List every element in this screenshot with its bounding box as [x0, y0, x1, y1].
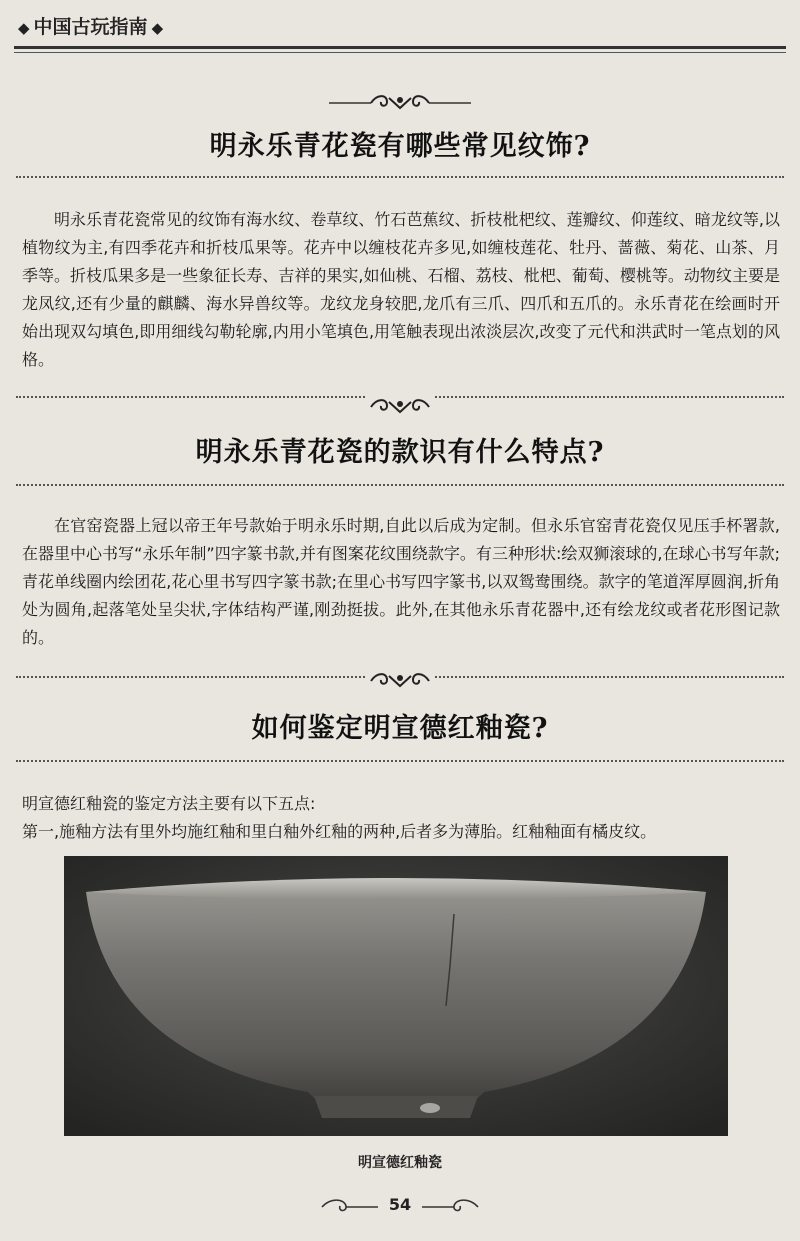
section-body: 明永乐青花瓷常见的纹饰有海水纹、卷草纹、竹石芭蕉纹、折枝枇杷纹、莲瓣纹、仰莲纹、暗龙纹等,以植物纹为主,有四季花卉和折枝瓜果等。花卉中以缠枝花卉多见,如缠枝莲花、牡丹、蔷薇、菊花、山茶、月季等。折枝瓜果多是一些象征长寿、吉祥的果实,如仙桃、石榴、荔枝、枇杷、葡萄、樱桃等。动物纹主要是龙凤纹,还有少量的麒麟、海水异兽纹等。龙纹龙身较肥,龙爪有三爪、四爪和五爪的。永乐青花在绘画时开始出现双勾填色,即用细线勾勒轮廓,内用小笔填色,用笔触表现出浓淡层次,改变了元代和洪武时一笔点划的风格。 [22, 210, 780, 369]
scroll-ornament-icon [0, 670, 800, 692]
section-body: 在官窑瓷器上冠以帝王年号款始于明永乐时期,自此以后成为定制。但永乐官窑青花瓷仅见压手杯署款,在器里中心书写“永乐年制”四字篆书款,并有图案花纹围绕款字。有三种形状:绘双狮滚球的,在球心书写年款;青花单线圈内绘团花,花心里书写四字篆书款;在里心书写四字篆书,以双鸳鸯围绕。款字的笔道浑厚圆润,折角处为圆角,起落笔处呈尖状,字体结构严谨,刚劲挺拔。此外,在其他永乐青花器中,还有绘龙纹或者花形图记款的。 [22, 516, 780, 647]
section-title: 明永乐青花瓷的款识有什么特点? [195, 437, 605, 468]
bowl-photo [64, 856, 728, 1136]
dotted-divider [16, 484, 784, 486]
header-rule [14, 46, 786, 49]
scroll-ornament-icon [0, 396, 800, 418]
diamond-icon: ◆ [151, 19, 164, 37]
diamond-icon: ◆ [18, 19, 30, 37]
page-number: 54 [388, 1195, 412, 1214]
header-title-text: 中国古玩指南 [33, 16, 148, 38]
dotted-divider [16, 760, 784, 762]
figure-caption: 明宣德红釉瓷 [358, 1155, 442, 1171]
section-body-line: 第一,施釉方法有里外均施红釉和里白釉外红釉的两种,后者多为薄胎。红釉釉面有橘皮纹。 [22, 822, 657, 841]
page-footer [0, 1192, 800, 1222]
header-title [14, 12, 167, 42]
header-rule [14, 52, 786, 53]
section-intro-line: 明宣德红釉瓷的鉴定方法主要有以下五点: [22, 794, 316, 813]
dotted-divider [16, 176, 784, 178]
scroll-ornament-icon [0, 92, 800, 114]
running-header [14, 12, 786, 44]
section-title: 如何鉴定明宣德红釉瓷? [251, 713, 549, 744]
section-title: 明永乐青花瓷有哪些常见纹饰? [209, 131, 591, 162]
